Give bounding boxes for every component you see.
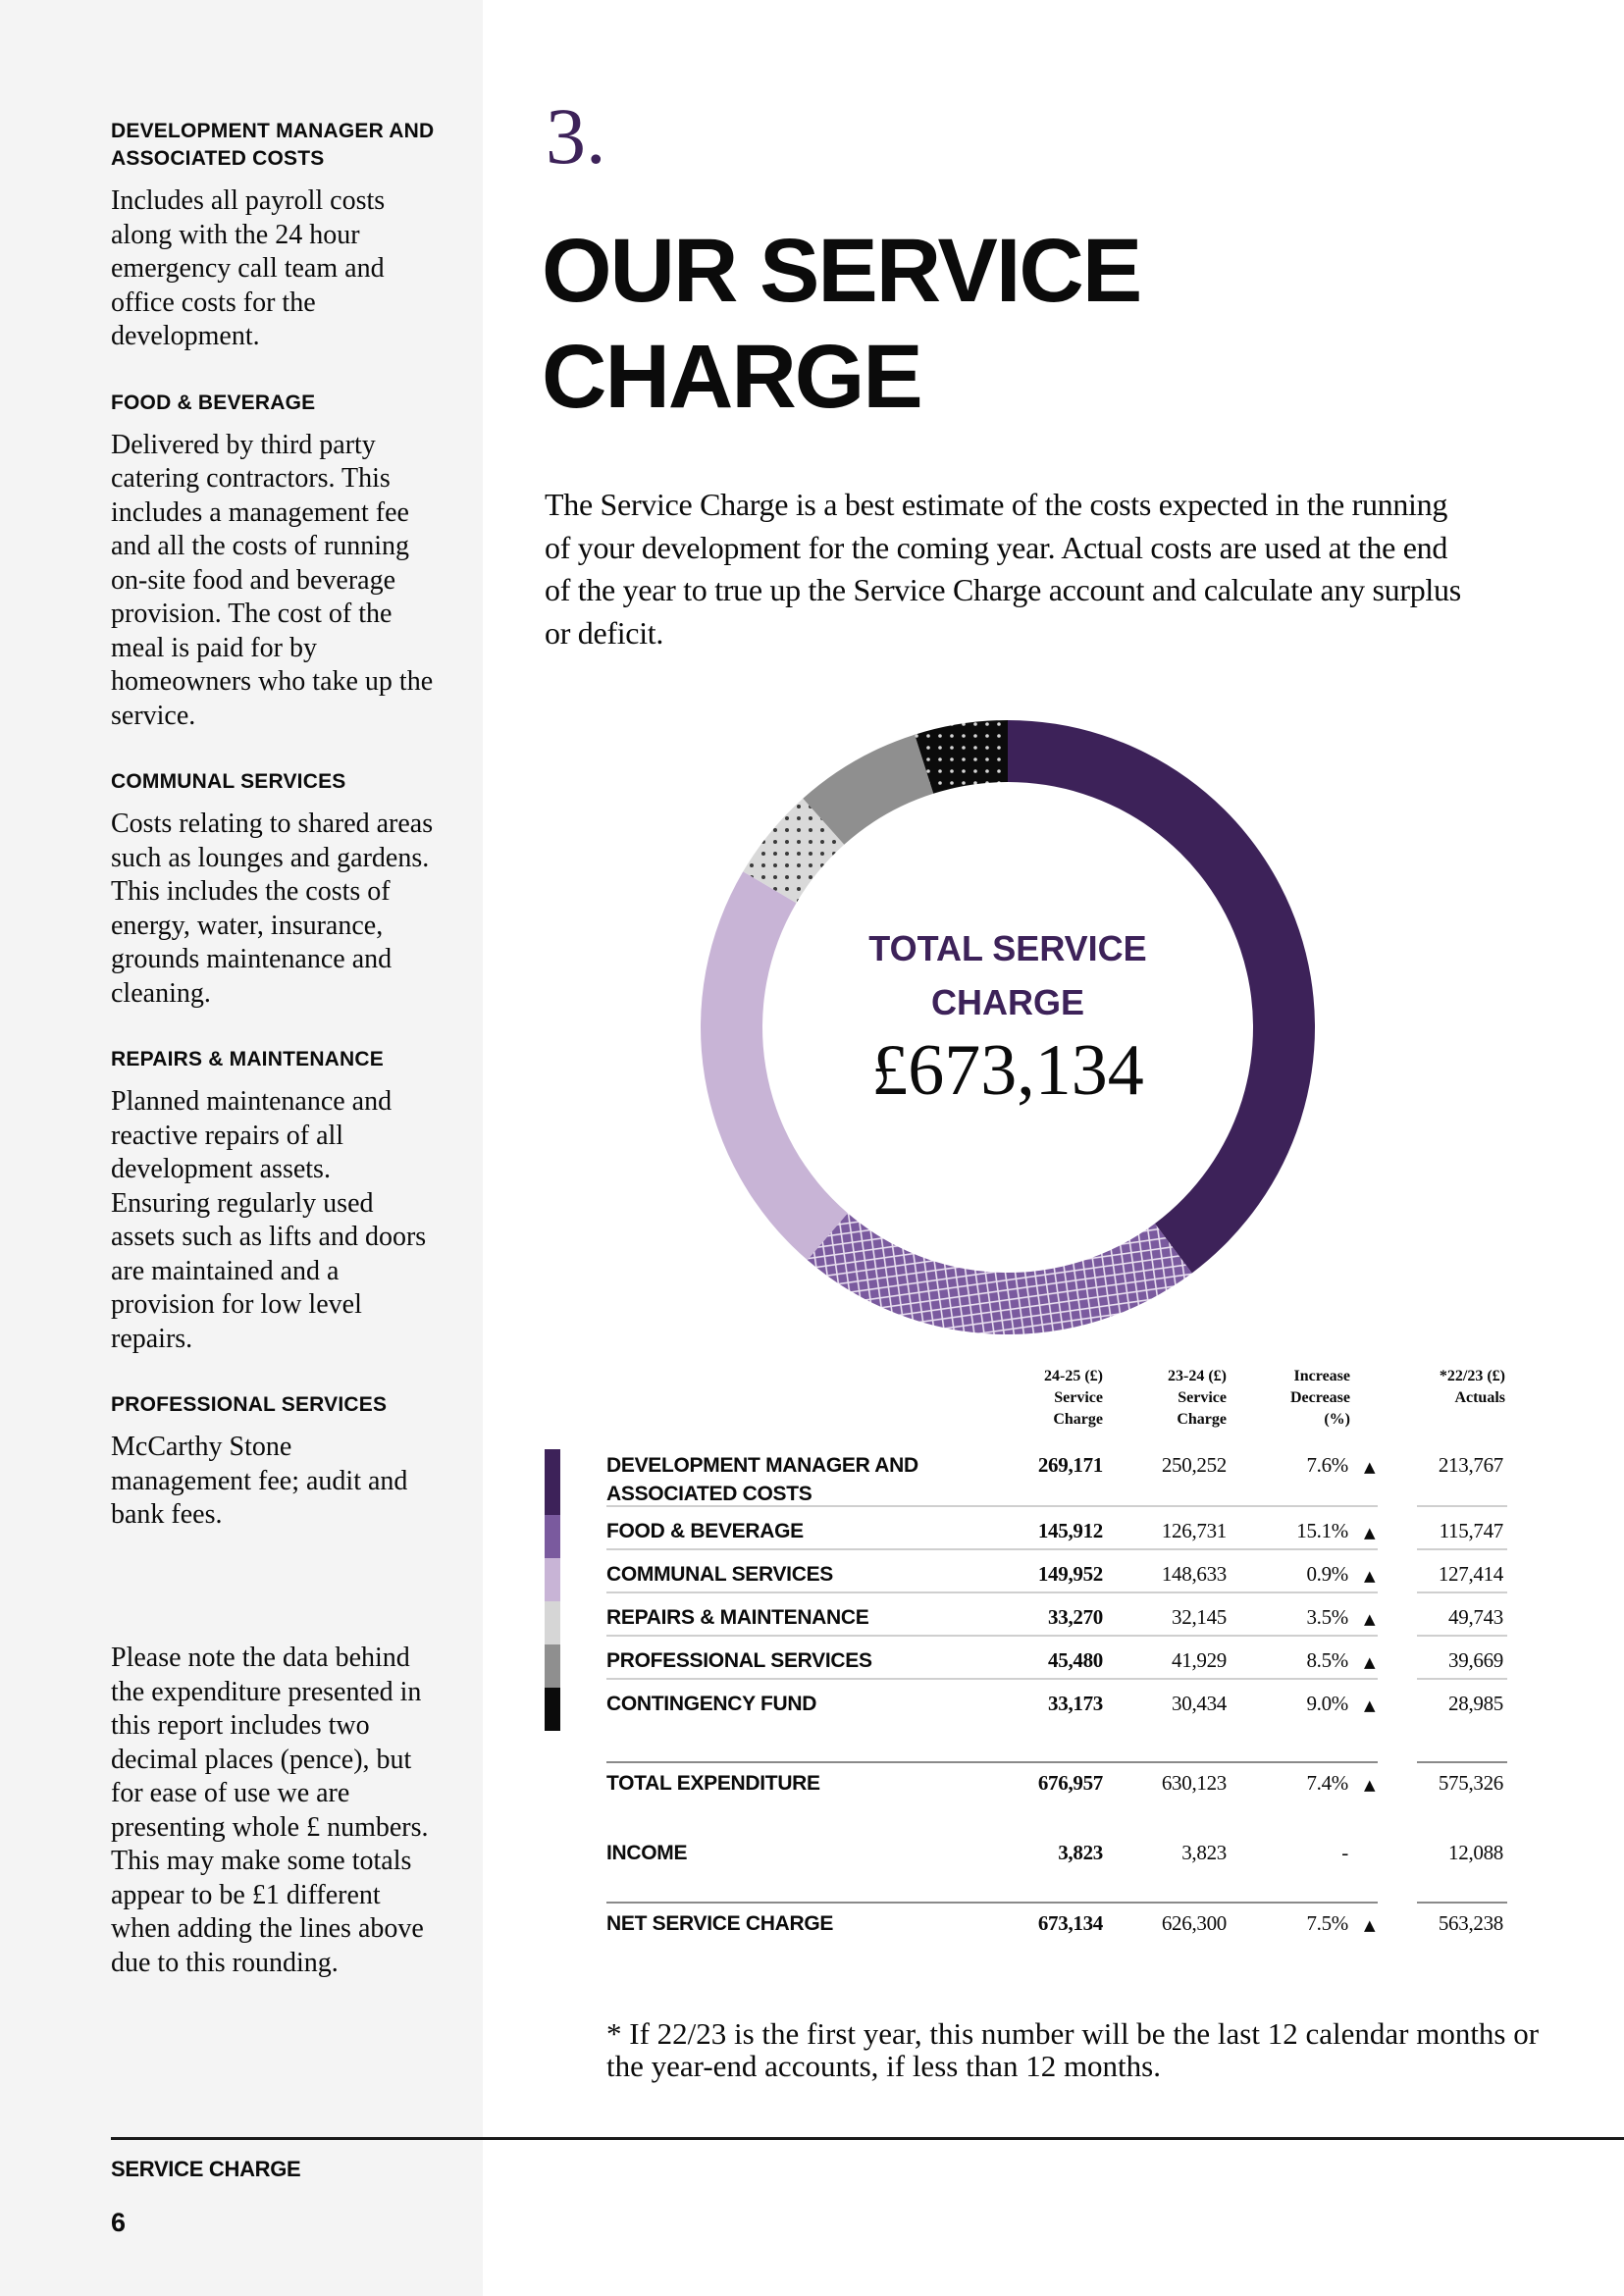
cell-c1: 676,957 <box>1037 1771 1103 1795</box>
row-divider <box>1417 1548 1507 1550</box>
definition-heading: PROFESSIONAL SERVICES <box>111 1393 388 1416</box>
cell-c4: 39,669 <box>1448 1648 1503 1672</box>
definition-body: Includes all payroll costs along with the 24 hour emergency call team and office costs for the development. <box>111 185 386 351</box>
row-label-line: COMMUNAL SERVICES <box>606 1563 833 1586</box>
row-divider <box>1417 1761 1507 1763</box>
row-label <box>606 1839 989 1867</box>
page-title-line: CHARGE <box>542 327 921 427</box>
row-divider <box>606 1505 1048 1507</box>
cell-c2: 626,300 <box>1161 1911 1227 1935</box>
definition-heading: DEVELOPMENT MANAGER AND ASSOCIATED COSTS <box>111 120 435 170</box>
column-header-24-25 <box>1011 1366 1103 1431</box>
row-divider <box>1417 1678 1507 1680</box>
header-line: Charge <box>1177 1411 1227 1428</box>
rounding-note: Please note the data behind the expenditure presented in this report includes two decimal places (pence), but for ease of use we are presenting whole £ numbers. This may make some totals appear to be £1 different when adding the lines above due to this rounding. <box>111 1643 429 1978</box>
cell-c2: 41,929 <box>1172 1648 1227 1672</box>
row-divider <box>1009 1635 1378 1637</box>
legend-swatch <box>545 1644 560 1688</box>
cell-c4: 49,743 <box>1448 1605 1503 1629</box>
header-line: Service <box>1178 1389 1227 1406</box>
trend-up-icon: ▲ <box>1364 1524 1376 1541</box>
legend-swatch <box>545 1688 560 1731</box>
definition-heading: REPAIRS & MAINTENANCE <box>111 1048 384 1070</box>
row-label-line: ASSOCIATED COSTS <box>606 1483 812 1505</box>
table-row <box>545 1839 1506 1878</box>
cell-c3: 7.6% <box>1306 1453 1348 1477</box>
row-label <box>606 1909 989 1938</box>
page-title <box>542 218 1140 430</box>
table-row <box>545 1517 1506 1560</box>
table-row <box>545 1909 1506 1949</box>
row-divider <box>606 1761 1048 1763</box>
row-divider <box>1417 1902 1507 1904</box>
cell-c4: 213,767 <box>1438 1453 1503 1477</box>
legend-swatch <box>545 1558 560 1601</box>
cell-c3: 7.5% <box>1306 1911 1348 1935</box>
sidebar-definitions <box>111 118 435 1568</box>
row-divider <box>606 1635 1048 1637</box>
row-divider <box>606 1902 1048 1904</box>
page-number: 6 <box>111 2208 127 2237</box>
service-charge-donut-chart <box>699 718 1317 1336</box>
trend-up-icon: ▲ <box>1364 1916 1376 1934</box>
cell-c3: 7.4% <box>1306 1771 1348 1795</box>
header-line: Service <box>1054 1389 1103 1406</box>
row-divider <box>1009 1902 1378 1904</box>
column-header-actuals <box>1413 1366 1505 1409</box>
cell-c3: 0.9% <box>1306 1562 1348 1586</box>
table-row <box>545 1560 1506 1603</box>
row-divider <box>1417 1635 1507 1637</box>
row-divider <box>1009 1592 1378 1593</box>
row-divider <box>606 1548 1048 1550</box>
row-divider <box>1009 1548 1378 1550</box>
legend-swatch <box>545 1515 560 1558</box>
definition-body: Delivered by third party catering contractors. This includes a management fee and all the costs of running on-site food and beverage provision. The cost of the meal is paid for by homeowners who take up the service. <box>111 429 434 731</box>
cell-c3: 15.1% <box>1296 1519 1348 1542</box>
row-label <box>606 1769 989 1798</box>
cell-c1: 673,134 <box>1037 1911 1103 1935</box>
table-row <box>545 1690 1506 1733</box>
row-divider <box>1417 1592 1507 1593</box>
cell-c2: 250,252 <box>1161 1453 1227 1477</box>
row-divider <box>606 1678 1048 1680</box>
row-label <box>606 1517 989 1545</box>
legend-swatch <box>545 1601 560 1644</box>
row-label-line: DEVELOPMENT MANAGER AND <box>606 1454 918 1477</box>
header-line: 23-24 (£) <box>1168 1368 1227 1384</box>
row-label-line: CONTINGENCY FUND <box>606 1693 817 1715</box>
column-header-change <box>1258 1366 1350 1431</box>
table-row <box>545 1769 1506 1808</box>
header-line: Decrease <box>1290 1389 1350 1406</box>
cell-c4: 28,985 <box>1448 1692 1503 1715</box>
row-label-line: FOOD & BEVERAGE <box>606 1520 804 1542</box>
row-label <box>606 1646 989 1675</box>
cell-c3: 3.5% <box>1306 1605 1348 1629</box>
cell-c4: 115,747 <box>1439 1519 1503 1542</box>
cell-c1: 3,823 <box>1058 1841 1103 1864</box>
definition-heading: COMMUNAL SERVICES <box>111 770 346 793</box>
trend-up-icon: ▲ <box>1364 1696 1376 1714</box>
cell-c2: 3,823 <box>1181 1841 1227 1864</box>
row-divider <box>1417 1505 1507 1507</box>
definition-body: Planned maintenance and reactive repairs of all development assets. Ensuring regularly used assets such as lifts and doors are maintained and a provision for low level repairs. <box>111 1086 427 1354</box>
cell-c2: 30,434 <box>1172 1692 1227 1715</box>
cell-c2: 32,145 <box>1172 1605 1227 1629</box>
trend-up-icon: ▲ <box>1364 1776 1376 1794</box>
total-label: TOTAL SERVICE <box>868 927 1147 968</box>
cell-c1: 45,480 <box>1048 1648 1103 1672</box>
header-line: Actuals <box>1454 1389 1505 1406</box>
cell-c2: 126,731 <box>1161 1519 1227 1542</box>
trend-up-icon: ▲ <box>1364 1567 1376 1585</box>
section-number: 3. <box>546 91 606 181</box>
header-line: *22/23 (£) <box>1439 1368 1505 1384</box>
cell-c4: 127,414 <box>1438 1562 1503 1586</box>
cell-c3: 8.5% <box>1306 1648 1348 1672</box>
cell-c4: 575,326 <box>1438 1771 1503 1795</box>
row-label <box>606 1603 989 1632</box>
cell-c3: 9.0% <box>1306 1692 1348 1715</box>
row-label-line: NET SERVICE CHARGE <box>606 1912 834 1935</box>
total-label: CHARGE <box>930 981 1084 1022</box>
row-divider <box>1009 1761 1378 1763</box>
definition-body: Costs relating to shared areas such as lounges and gardens. This includes the costs of energy, water, insurance, grounds maintenance and cleaning. <box>111 809 434 1009</box>
row-divider <box>1009 1678 1378 1680</box>
row-label <box>606 1451 989 1508</box>
row-label-line: PROFESSIONAL SERVICES <box>606 1649 872 1672</box>
trend-up-icon: ▲ <box>1364 1610 1376 1628</box>
header-line: (%) <box>1324 1411 1350 1428</box>
cell-c1: 33,173 <box>1048 1692 1103 1715</box>
page-title-line: OUR SERVICE <box>542 221 1141 321</box>
row-label <box>606 1690 989 1718</box>
cell-c1: 269,171 <box>1037 1453 1103 1477</box>
row-divider <box>1009 1505 1378 1507</box>
cell-c2: 148,633 <box>1161 1562 1227 1586</box>
cell-c4: 12,088 <box>1448 1841 1503 1864</box>
header-line: Charge <box>1053 1411 1103 1428</box>
footer-divider <box>111 2137 1624 2140</box>
intro-paragraph: The Service Charge is a best estimate of the costs expected in the running of your development for the coming year. Actual costs are used at the end of the year to true up the Service Charge account and calculate any surplus or deficit. <box>545 487 1461 651</box>
cell-c2: 630,123 <box>1161 1771 1227 1795</box>
row-label-line: INCOME <box>606 1842 688 1864</box>
row-label-line: TOTAL EXPENDITURE <box>606 1772 820 1795</box>
table-row <box>545 1603 1506 1646</box>
footnote: * If 22/23 is the first year, this number will be the last 12 calendar months or the year-end accounts, if less than 12 months. <box>606 2016 1540 2083</box>
trend-up-icon: ▲ <box>1364 1653 1376 1671</box>
total-value: £673,134 <box>871 1029 1144 1111</box>
cell-c1: 145,912 <box>1037 1519 1103 1542</box>
cell-c1: 149,952 <box>1037 1562 1103 1586</box>
definition-heading: FOOD & BEVERAGE <box>111 391 316 414</box>
trend-up-icon: ▲ <box>1364 1458 1376 1476</box>
row-label <box>606 1560 989 1589</box>
definition-body: McCarthy Stone management fee; audit and bank fees. <box>111 1432 408 1530</box>
cell-c1: 33,270 <box>1048 1605 1103 1629</box>
cell-c3: - <box>1341 1841 1348 1864</box>
donut-center-label <box>699 718 1317 1336</box>
header-line: 24-25 (£) <box>1044 1368 1103 1384</box>
cell-c4: 563,238 <box>1438 1911 1503 1935</box>
footer-section-title: SERVICE CHARGE <box>111 2157 301 2181</box>
header-line: Increase <box>1293 1368 1350 1384</box>
table-row <box>545 1646 1506 1690</box>
row-label-line: REPAIRS & MAINTENANCE <box>606 1606 869 1629</box>
legend-swatch <box>545 1449 560 1515</box>
row-divider <box>606 1592 1048 1593</box>
column-header-23-24 <box>1134 1366 1227 1431</box>
